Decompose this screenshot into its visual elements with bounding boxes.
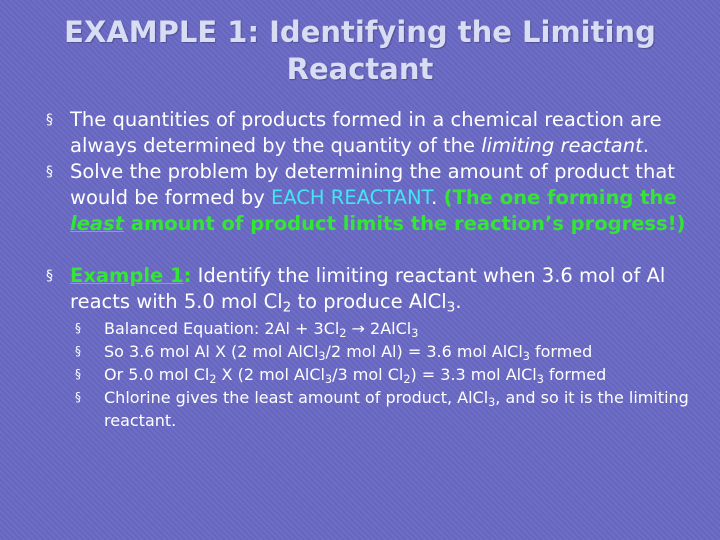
bullet-item-limiting-reactant	[44, 107, 694, 159]
bullet-marker-icon: §	[46, 164, 53, 180]
subscript: 3	[411, 326, 419, 340]
subscript: 3	[325, 372, 333, 386]
bullet-text: .	[642, 134, 649, 157]
sub-item-text: formed	[543, 365, 607, 384]
sub-item-text: So 3.6 mol Al X (2 mol AlCl	[104, 342, 319, 361]
highlight-least-text: least	[70, 212, 124, 235]
sub-item-text: ) = 3.3 mol AlCl	[410, 365, 537, 384]
subscript: 3	[536, 372, 544, 386]
sub-item-text: Chlorine gives the least amount of product, AlCl	[104, 388, 489, 407]
bullet-text: Identify the limiting reactant when 3.6 mol of Al reacts with 5.0 mol Cl	[70, 264, 666, 313]
subscript: 2	[339, 326, 347, 340]
sub-item-balanced-equation	[70, 317, 694, 340]
bullet-marker-icon: §	[46, 112, 53, 128]
slide-title	[0, 14, 720, 88]
subscript: 2	[282, 299, 292, 316]
subscript: 2	[403, 372, 411, 386]
bullet-italic-text: limiting reactant	[481, 134, 643, 157]
bullet-text: The quantities of products formed in a chemical reaction are always determined by the quantity of the	[70, 108, 662, 157]
slide-title-line-1: EXAMPLE 1: Identifying the Limiting	[64, 15, 656, 49]
slide-title-line-2: Reactant	[286, 52, 434, 86]
bullet-list	[44, 107, 694, 432]
sub-item-aluminum-calc	[70, 340, 694, 363]
bullet-text: Solve the problem by determining the amount of product that would be formed by	[70, 160, 675, 209]
sub-bullet-list	[70, 317, 694, 432]
sub-item-text: X (2 mol AlCl	[216, 365, 325, 384]
sub-item-text: 2AlCl	[370, 319, 412, 338]
example-colon: :	[183, 264, 192, 287]
subscript: 3	[488, 395, 496, 409]
highlight-green-text: amount of product limits the reaction’s progress!)	[124, 212, 686, 235]
sub-bullet-marker-icon: §	[75, 367, 81, 381]
sub-bullet-marker-icon: §	[75, 321, 81, 335]
bullet-marker-icon: §	[46, 268, 53, 284]
sub-item-chlorine-calc	[70, 363, 694, 386]
sub-item-text: formed	[529, 342, 593, 361]
sub-bullet-marker-icon: §	[75, 344, 81, 358]
subscript: 2	[209, 372, 217, 386]
sub-item-text: Balanced Equation: 2Al + 3Cl	[104, 319, 340, 338]
sub-item-text: Or 5.0 mol Cl	[104, 365, 210, 384]
sub-item-conclusion	[70, 386, 694, 432]
bullet-text: .	[455, 290, 462, 313]
sub-item-text: /3 mol Cl	[332, 365, 404, 384]
bullet-text: .	[431, 186, 444, 209]
bullet-text: to produce AlCl	[291, 290, 447, 313]
subscript: 3	[318, 349, 326, 363]
highlight-green-text: (The one forming the	[443, 186, 677, 209]
subscript: 3	[446, 299, 456, 316]
subscript: 3	[522, 349, 530, 363]
sub-bullet-marker-icon: §	[75, 390, 81, 404]
example-label: Example 1	[70, 264, 184, 287]
sub-item-text: , and so it is the limiting reactant.	[104, 388, 689, 430]
bullet-item-solve-problem	[44, 159, 694, 237]
arrow-icon: →	[346, 319, 371, 338]
highlight-each-reactant: EACH REACTANT	[270, 186, 432, 209]
sub-item-text: /2 mol Al) = 3.6 mol AlCl	[325, 342, 523, 361]
bullet-item-example	[44, 263, 694, 432]
